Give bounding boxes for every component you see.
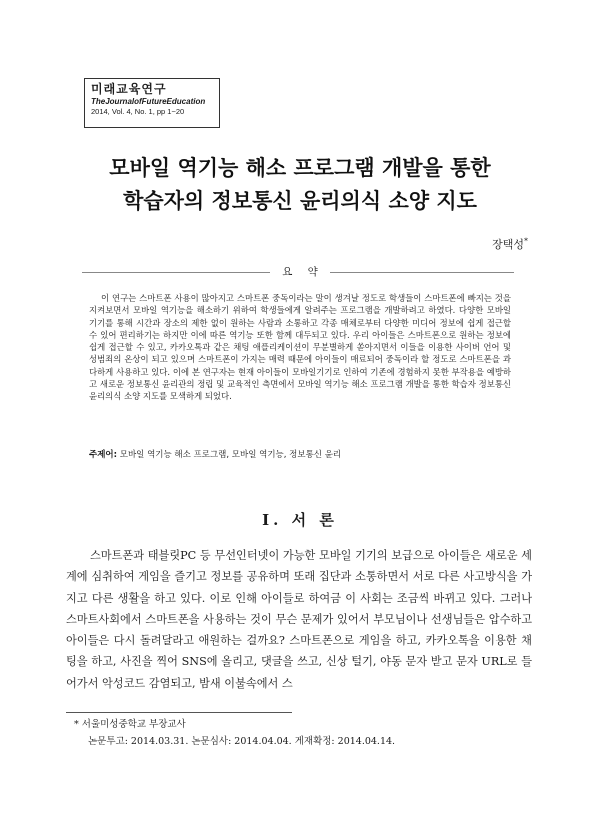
author bbox=[492, 236, 528, 252]
keywords-label: 주제어: bbox=[89, 450, 118, 460]
section-body: 스마트폰과 태블릿PC 등 무선인터넷이 가능한 모바일 기기의 보급으로 아이들은 새로운 세계에 심취하여 게임을 즐기고 정보를 공유하며 또래 집단과 소통하면서 서로 다른 사고방식을 가지고 다른 생활을 하고 있다. 이로 인해 아이들로 하여금 이 사회는 조금씩 바뀌고 있다. 그러나 스마트사회에서 스마트폰을 사용하는 것이 무슨 문제가 있어서 부모님이나 선생님들은 압수하고 아이들은 다시 돌려달라고 애원하는 걸까요? 스마트폰으로 게임을 하고, 카카오톡을 이용한 채팅을 하고, 사진을 찍어 SNS에 올리고, 댓글을 쓰고, 신상 털기, 야동 문자 받고 문자 URL로 들어가서 악성코드 감염되고, 밤새 이불속에서 스 bbox=[66, 549, 532, 690]
abstract-heading bbox=[0, 264, 600, 279]
footnote-divider bbox=[66, 712, 292, 713]
author-name: 장택성 bbox=[492, 238, 524, 251]
author-footnote-mark: * bbox=[524, 236, 528, 246]
paper-title-line-1: 모바일 역기능 해소 프로그램 개발을 통한 bbox=[109, 156, 491, 180]
footnote-affiliation: * 서울미성중학교 부장교사 bbox=[74, 719, 186, 730]
journal-name-english: TheJournalofFutureEducation bbox=[91, 97, 206, 106]
footnote-dates: 논문투고: 2014.03.31. 논문심사: 2014.04.04. 게재확정: 2014.04.14. bbox=[88, 736, 396, 747]
section-heading: Ⅰ. 서 론 bbox=[262, 511, 338, 529]
journal-issue: 2014, Vol. 4, No. 1, pp 1~20 bbox=[91, 107, 185, 116]
abstract-body: 이 연구는 스마트폰 사용이 많아지고 스마트폰 중독이라는 말이 생겨날 정도로 학생들이 스마트폰에 빠지는 것을 지켜보면서 모바일 역기능을 해소하기 위하여 학생들에게 알려주는 프로그램을 개발하려고 하였다. 다양한 모바일 기기를 통해 시간과 장소의 제한 없이 원하는 사람과 소통하고 각종 매체로부터 다양한 미디어 정보에 쉽게 접근할 수 있어 편리하기는 하지만 이에 따른 역기능 또한 함께 대두되고 있다. 우리 아이들은 스마트폰으로 원하는 정보에 쉽게 접근할 수 있고, 카카오톡과 같은 채팅 애플리케이션이 무분별하게 쏟아지면서 이들을 이용한 사이버 언어 및 성범죄의 온상이 되고 있으며 스마트폰이 가지는 매력 때문에 아이들이 매료되어 중독이라 할 정도로 스마트폰을 과다하게 사용하고 있다. 이에 본 연구자는 현재 아이들이 모바일기기로 인하여 기존에 경험하지 못한 부작용을 예방하고 새로운 정보통신 윤리관의 정립 및 교육적인 측면에서 모바일 역기능 해소 프로그램 개발을 통한 학습자 정보통신 윤리의식 소양 지도를 모색하게 되었다. bbox=[89, 293, 511, 402]
keywords-text: 모바일 역기능 해소 프로그램, 모바일 역기능, 정보통신 윤리 bbox=[119, 450, 342, 460]
keywords bbox=[89, 449, 511, 461]
journal-name-korean: 미래교육연구 bbox=[91, 82, 167, 96]
abstract-heading-text: 요 약 bbox=[270, 266, 330, 278]
paper-title-line-2: 학습자의 정보통신 윤리의식 소양 지도 bbox=[123, 189, 477, 213]
journal-info-box bbox=[84, 78, 220, 128]
